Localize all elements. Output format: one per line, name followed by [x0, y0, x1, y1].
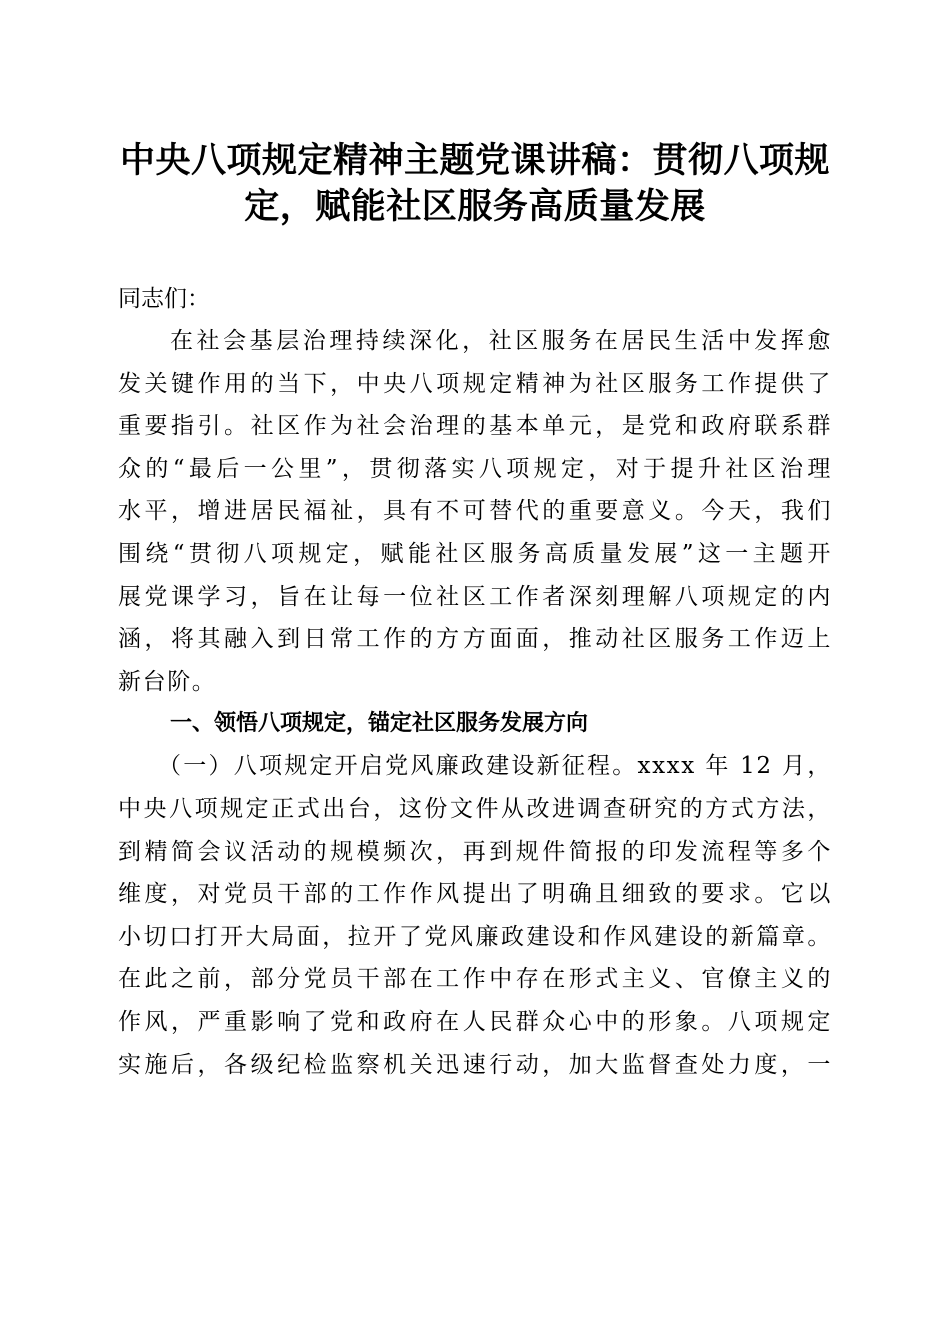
section-heading: 一、领悟八项规定，锚定社区服务发展方向 — [170, 711, 589, 737]
section-line: 小切口打开大局面，拉开了党风廉政建设和作风建设的新篇章。 — [118, 923, 832, 950]
title-line-1: 中央八项规定精神主题党课讲稿：贯彻八项规 — [119, 140, 830, 181]
section-line: （一）八项规定开启党风廉政建设新征程。xxxx 年 12 月， — [158, 753, 832, 780]
section-paragraph — [118, 745, 832, 1086]
salutation: 同志们： — [118, 286, 210, 312]
intro-line: 发关键作用的当下，中央八项规定精神为社区服务工作提供了 — [118, 370, 832, 397]
intro-line: 水平，增进居民福祉，具有不可替代的重要意义。今天，我们 — [118, 498, 832, 525]
intro-line: 众的“最后一公里”，贯彻落实八项规定，对于提升社区治理 — [118, 455, 832, 482]
document-page — [118, 128, 832, 1086]
intro-paragraph — [118, 320, 832, 703]
document-title — [118, 138, 832, 230]
section-line: 作风，严重影响了党和政府在人民群众心中的形象。八项规定 — [118, 1008, 832, 1035]
section-line: 中央八项规定正式出台，这份文件从改进调查研究的方式方法， — [118, 795, 832, 822]
section-line: 在此之前，部分党员干部在工作中存在形式主义、官僚主义的 — [118, 966, 832, 993]
section-line: 维度，对党员干部的工作作风提出了明确且细致的要求。它以 — [118, 881, 832, 908]
intro-line: 涵，将其融入到日常工作的方方面面，推动社区服务工作迈上 — [118, 626, 832, 653]
intro-line: 在社会基层治理持续深化，社区服务在居民生活中发挥愈 — [170, 328, 832, 354]
intro-line: 围绕“贯彻八项规定，赋能社区服务高质量发展”这一主题开 — [118, 540, 832, 567]
intro-line: 新台阶。 — [118, 668, 217, 695]
section-line: 到精简会议活动的规模频次，再到规件简报的印发流程等多个 — [118, 838, 832, 865]
section-line: 实施后，各级纪检监察机关迅速行动，加大监督查处力度，一 — [118, 1051, 832, 1078]
title-line-2: 定，赋能社区服务高质量发展 — [244, 186, 706, 227]
intro-line: 展党课学习，旨在让每一位社区工作者深刻理解八项规定的内 — [118, 583, 832, 610]
intro-line: 重要指引。社区作为社会治理的基本单元，是党和政府联系群 — [118, 413, 832, 440]
